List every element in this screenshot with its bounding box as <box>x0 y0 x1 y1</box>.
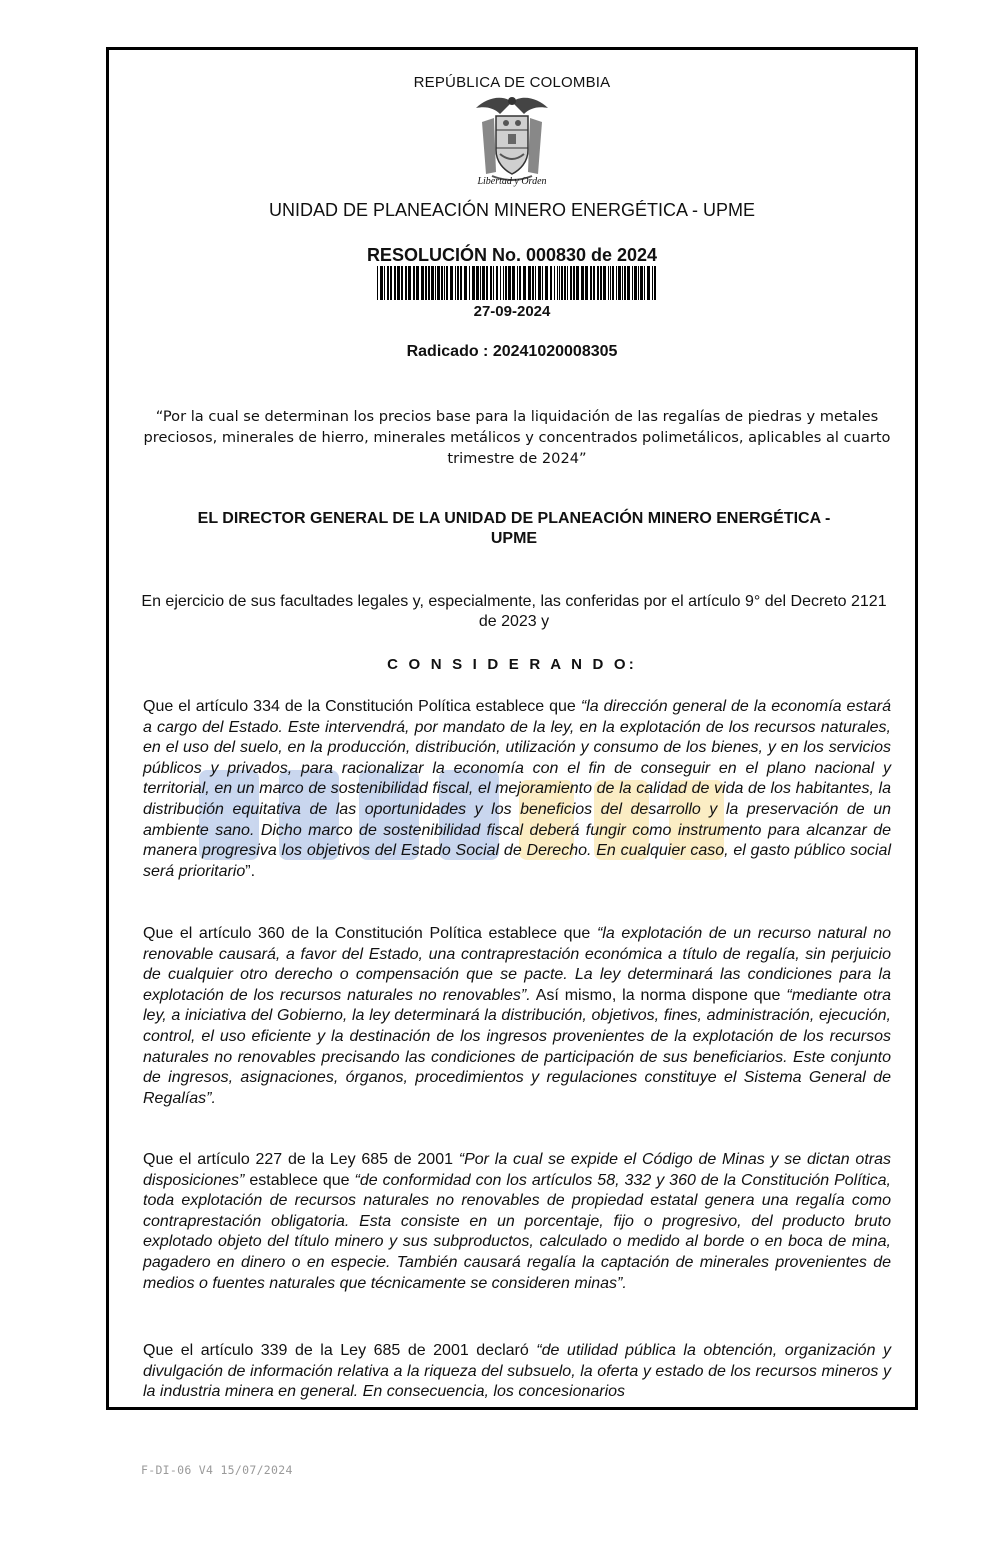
barcode-bar <box>380 266 383 300</box>
paragraph-mid: establece que <box>244 1171 355 1189</box>
barcode-bar <box>464 266 467 300</box>
motto: Libertad y Orden <box>477 176 547 187</box>
barcode-bar <box>647 266 650 300</box>
barcode-bar <box>460 266 462 300</box>
barcode-bar <box>564 266 566 300</box>
barcode-bar <box>593 266 595 300</box>
barcode-bar <box>387 266 389 300</box>
paragraph-intro: Que el artículo 339 de la Ley 685 de 2001 declaró <box>143 1342 537 1359</box>
barcode-bar <box>431 266 434 300</box>
barcode-bar <box>455 266 456 300</box>
barcode-bar <box>603 266 606 300</box>
barcode-bar <box>446 266 448 300</box>
barcode-bar <box>450 266 453 300</box>
paragraph-art-227 <box>143 1150 891 1294</box>
barcode-bar <box>405 266 407 300</box>
barcode-bar <box>508 266 511 300</box>
paragraph-quote: “de conformidad con los artículos 58, 332 y 360 de la Constitución Política, toda explotación de recursos naturales no renovables de propiedad estatal genera una regalía como contraprestación obligatoria. Esta consiste en un porcentaje, fijo o progresivo, del producto bruto explotado objeto del título minero y sus subproductos, calculado o medido al borde o en boca de mina, pagadero en dinero o en especie. También causará regalía la captación de minerales provenientes de medios o fuentes naturales que técnicamente se consideren minas”. <box>143 1171 891 1292</box>
barcode-bar <box>622 266 623 300</box>
barcode-bar <box>441 266 443 300</box>
barcode-bar <box>523 266 526 300</box>
barcode-bar <box>519 266 521 300</box>
paragraph-quote: “la explotación de un recurso natural no renovable causará, a favor del Estado, una contraprestación económica a título de regalía, sin perjuicio de cualquier otro derecho o compensación que se pacte. La ley determinará las condiciones para la explotación de los recursos naturales no renovables”. <box>143 925 892 1004</box>
barcode-bar <box>632 266 633 300</box>
director-title: EL DIRECTOR GENERAL DE LA UNIDAD DE PLANEACIÓN MINERO ENERGÉTICA - UPME <box>197 510 831 547</box>
barcode-bar <box>401 266 403 300</box>
barcode-bar <box>654 266 656 300</box>
barcode-bar <box>480 266 481 300</box>
paragraph-quote: “Por la cual se expide el Código de Minas y se dictan otras disposiciones” <box>143 1151 891 1189</box>
barcode-bar <box>550 266 552 300</box>
form-code-footer: F-DI-06 V4 15/07/2024 <box>141 1463 293 1477</box>
barcode-bar <box>421 266 424 300</box>
barcode-bar <box>428 266 430 300</box>
barcode-bar <box>425 266 427 300</box>
barcode-bar <box>532 266 534 300</box>
paragraph-intro: Que el artículo 360 de la Constitución Política establece que <box>143 925 597 942</box>
barcode-bar <box>416 266 419 300</box>
barcode <box>377 266 659 300</box>
barcode-bar <box>581 266 584 300</box>
barcode-bar <box>616 266 617 300</box>
paragraph-intro: Que el artículo 334 de la Constitución Política establece que <box>143 698 581 715</box>
barcode-bar <box>624 266 626 300</box>
barcode-bar <box>585 266 588 300</box>
barcode-bar <box>505 266 507 300</box>
country-name: REPÚBLICA DE COLOMBIA <box>413 74 611 91</box>
barcode-bar <box>590 266 592 300</box>
barcode-bar <box>576 266 579 300</box>
paragraph-intro: Que el artículo 227 de la Ley 685 de 2001 <box>143 1151 459 1168</box>
barcode-bar <box>435 266 436 300</box>
barcode-bar <box>561 266 563 300</box>
barcode-bar <box>408 266 411 300</box>
barcode-bar <box>394 266 396 300</box>
barcode-bar <box>377 266 378 300</box>
barcode-bar <box>384 266 385 300</box>
barcode-bar <box>600 266 602 300</box>
barcode-bar <box>612 266 614 300</box>
considerando-heading: C O N S I D E R A N D O: <box>387 656 637 673</box>
barcode-bar <box>652 266 653 300</box>
barcode-bar <box>557 266 558 300</box>
barcode-bar <box>618 266 621 300</box>
barcode-bar <box>554 266 555 300</box>
paragraph-art-334 <box>143 697 891 882</box>
paragraph-quote: “de utilidad pública la obtención, organización y divulgación de información relativa a la riqueza del subsuelo, la oferta y estado de los recursos mineros y la industria minera en general. En consecuencia, los concesionarios <box>143 1342 891 1401</box>
barcode-bar <box>512 266 515 300</box>
barcode-bar <box>597 266 599 300</box>
paragraph-art-339 <box>143 1341 891 1403</box>
barcode-bar <box>472 266 475 300</box>
legal-basis-text: En ejercicio de sus facultades legales y, especialmente, las conferidas por el artículo 9° del Decreto 2121 de 2023 y <box>141 593 887 630</box>
barcode-bar <box>545 266 548 300</box>
barcode-bar <box>640 266 643 300</box>
barcode-bar <box>493 266 494 300</box>
barcode-bar <box>476 266 479 300</box>
barcode-bar <box>627 266 630 300</box>
radicado-number: Radicado : 20241020008305 <box>406 343 618 360</box>
paragraph-end: ”. <box>245 862 256 880</box>
barcode-bar <box>638 266 639 300</box>
barcode-bar <box>486 266 488 300</box>
agency-name: UNIDAD DE PLANEACIÓN MINERO ENERGÉTICA - UPME <box>268 200 756 220</box>
resolution-date: 27-09-2024 <box>473 303 551 320</box>
barcode-bar <box>469 266 470 300</box>
barcode-bar <box>610 266 611 300</box>
barcode-bar <box>567 266 568 300</box>
barcode-bar <box>413 266 415 300</box>
barcode-bar <box>444 266 445 300</box>
barcode-bar <box>535 266 536 300</box>
barcode-bar <box>503 266 504 300</box>
barcode-bar <box>390 266 392 300</box>
barcode-bar <box>490 266 492 300</box>
barcode-bar <box>644 266 645 300</box>
barcode-bar <box>482 266 485 300</box>
barcode-bar <box>457 266 459 300</box>
document-frame <box>106 47 918 1410</box>
resolution-number: RESOLUCIÓN No. 000830 de 2024 <box>366 245 658 265</box>
barcode-bar <box>517 266 518 300</box>
paragraph-quote: “mediante otra ley, a iniciativa del Gobierno, la ley determinará la distribución, objetivos, fines, administración, ejecución, control, el uso eficiente y la destinación de los ingresos provenientes de la explotación de los recursos naturales no renovables precisando las condiciones de participación de sus beneficiarios. Este conjunto de ingresos, asignaciones, órganos, procedimientos y regulaciones constituye el Sistema General de Regalías”. <box>143 986 892 1107</box>
barcode-bar <box>542 266 543 300</box>
barcode-bar <box>496 266 498 300</box>
barcode-bar <box>608 266 609 300</box>
paragraph-art-360 <box>143 924 891 1109</box>
barcode-bar <box>634 266 637 300</box>
paragraph-mid: Así mismo, la norma dispone que <box>530 986 787 1004</box>
barcode-bar <box>573 266 575 300</box>
barcode-bar <box>538 266 541 300</box>
paragraph-quote: “la dirección general de la economía estará a cargo del Estado. Este intervendrá, por mandato de la ley, en la explotación de los recursos naturales, en el uso del suelo, en la producción, distribución, utilización y consumo de los bienes, y en los servicios públicos y privados, para racionalizar la economía con el fin de conseguir en el plano nacional y territorial, en un marco de sostenibilidad fiscal, el mejoramiento de la calidad de vida de los habitantes, la distribución equitativa de las oportunidades y los beneficios del desarrollo y la preservación de un ambiente sano. Dicho marco de sostenibilidad fiscal deberá fungir como instrumento para alcanzar de manera progresiva los objetivos del Estado Social de Derecho. En cualquier caso, el gasto público social será prioritario <box>143 698 892 880</box>
barcode-bar <box>437 266 440 300</box>
barcode-bar <box>559 266 560 300</box>
barcode-bar <box>500 266 501 300</box>
barcode-bar <box>528 266 531 300</box>
barcode-bar <box>397 266 400 300</box>
barcode-bar <box>570 266 572 300</box>
resolution-epigraph: “Por la cual se determinan los precios base para la liquidación de las regalías de piedras y metales preciosos, minerales de hierro, minerales metálicos y concentrados polimetálicos, aplicables al cuarto trimestre de 2024” <box>143 408 891 467</box>
